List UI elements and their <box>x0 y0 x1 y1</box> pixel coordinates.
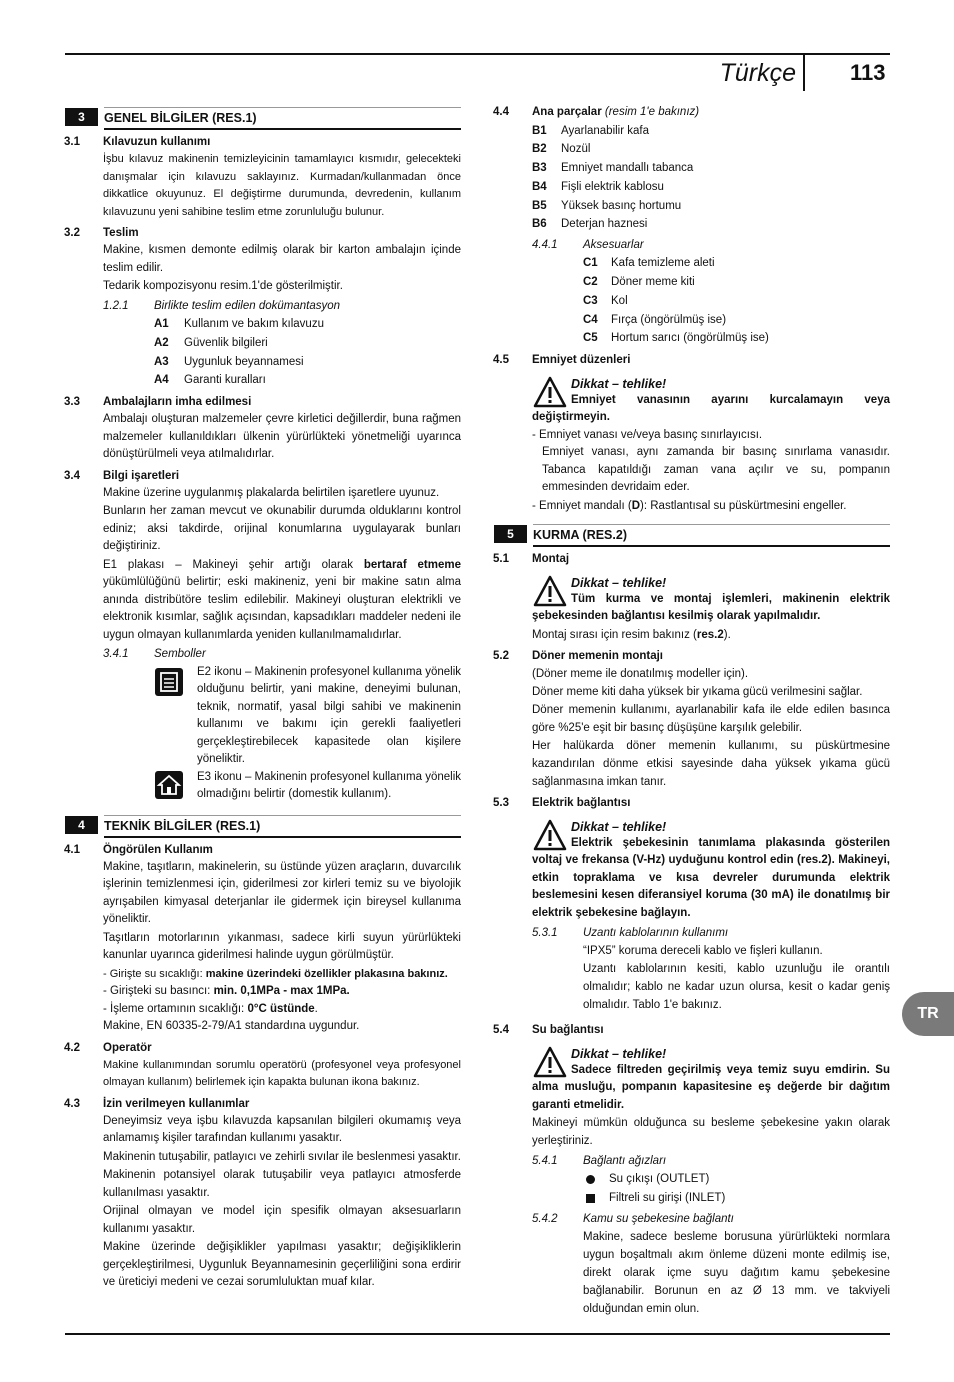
item-label: Kafa temizleme aleti <box>611 257 715 270</box>
subsection-heading <box>64 842 461 859</box>
subsubsection-heading <box>64 646 461 664</box>
item-code: B5 <box>532 199 547 212</box>
subsection-title: Ambalajların imha edilmesi <box>103 396 252 409</box>
item-code: C5 <box>583 332 598 345</box>
list-item <box>493 159 890 178</box>
list-item <box>64 371 461 390</box>
item-label: Emniyet mandallı tabanca <box>561 162 694 175</box>
top-rule <box>65 53 890 55</box>
subsection-title: Öngörülen Kullanım <box>103 843 213 856</box>
dash-item: - Emniyet mandalı (D): Rastlantısal su püskürtmesini engeller. <box>532 499 847 512</box>
text-run: Emniyet vanası ve/veya basınç sınırlayıcısı. <box>539 428 763 441</box>
list-item <box>493 329 890 348</box>
section-number: 3 <box>65 108 98 126</box>
text-run-bold: bertaraf etmeme <box>363 558 461 571</box>
paragraph: İşbu kılavuz makinenin temizleyicinin tamamlayıcı kısmıdır, gelecekteki danışmalar için kılavuzu saklayınız. Kurmadan/kullanmadan önce dikkatlice okuyunuz. El değiştirme durumunda, devredenin, kullanım kılavuzunu yeni sahibine teslim etme zorunluluğu bulunur. <box>103 153 461 218</box>
paragraph: Makine, kısmen demonte edilmiş olarak bir karton ambalajın içinde teslim edilir. <box>103 244 461 274</box>
item-label: Deterjan haznesi <box>561 218 648 231</box>
paragraph: Makine, sadece besleme borusuna yürürlükteki normlara uygun boşaltmalı akım önleme düzeni monte edilmiş ise, direkt olarak içme suyu dağıtım kamu şebekesine bağlanabilir. Borunun en az Ø 13 mm. ve takviyeli olduğundan emin olun. <box>583 1231 890 1316</box>
page-number: 113 <box>850 60 886 85</box>
item-code: B6 <box>532 218 547 231</box>
subsection-number: 5.1 <box>493 553 509 566</box>
text-run: ): Rastlantısal su püskürtmesini engeller. <box>640 499 847 512</box>
subsubsection-heading <box>493 236 890 254</box>
subsubsection-title: Semboller <box>154 648 206 661</box>
item-label: Ayarlanabilir kafa <box>561 124 650 137</box>
danger-warning <box>493 376 890 427</box>
paragraph: Döner memenin kullanımı, ayarlanabilir kafa ile elde edilen basınca göre %25'e eşit bir basınç düşüşüne karşılık gelebilir. <box>532 704 890 735</box>
paragraph: E2 ikonu – Makinenin profesyonel kullanıma yönelik olduğunu belirtir, yani makine, deneyimi bulunan, teknik, normatif, yasal bilgi sahibi ve makinenin kullanımı ve bakımı için gerekli faaliyetleri gerçekleştirebilecek kapasitede olan kişilere yöneliktir. <box>197 665 462 766</box>
paragraph: Orijinal olmayan ve model için spesifik olmayan aksesuarların kullanımı yasaktır. <box>103 1205 461 1235</box>
danger-warning <box>493 1046 890 1115</box>
page-language: Türkçe <box>719 59 796 87</box>
paragraph: Tedarik kompozisyonu resim.1'de gösterilmiştir. <box>103 280 343 292</box>
dash-item: - Girişteki su basıncı: min. 0,1MPa - max 1MPa. <box>103 985 350 998</box>
paragraph: Her halükarda döner memenin kullanımı, su püskürtmesine kazandırılan dönme etkisi sayesinde daha yüksek yıkama gücü sağlanmasına imkan tanır. <box>532 740 890 789</box>
danger-warning <box>493 819 890 923</box>
warning-title: Dikkat – tehlike! <box>571 376 667 391</box>
subsection-title: Bilgi işaretleri <box>103 469 180 482</box>
item-code: C2 <box>583 276 598 289</box>
subsection-title: Elektrik bağlantısı <box>532 797 631 810</box>
item-label: Fırça (öngörülmüş ise) <box>611 313 727 326</box>
list-item <box>493 254 890 273</box>
subsection-title: Kılavuzun kullanımı <box>103 136 211 148</box>
section-title: TEKNİK BİLGİLER (RES.1) <box>104 815 461 838</box>
paragraph: Ambalajı oluşturan malzemeler çevre kirletici değillerdir, buna rağmen malzemeler kullanıldıkları ülkenin yürürlükteki yönetmeliği uyarınca dönüştürülmeli veya atılmalıdırlar. <box>103 413 461 461</box>
paragraph: Makineyi mümkün olduğunca su besleme şebekesine yakın olarak yerleştiriniz. <box>532 1117 890 1148</box>
item-code: C3 <box>583 294 598 307</box>
text-run: Emniyet mandalı ( <box>539 499 632 512</box>
paragraph: “IPX5” koruma dereceli kablo ve fişleri kullanın. <box>583 945 823 958</box>
text-run-bold: D <box>631 499 641 512</box>
warning-triangle-icon <box>533 575 567 607</box>
subsubsection-number: 4.4.1 <box>532 239 558 252</box>
list-item <box>64 353 461 372</box>
subsection-title: Su bağlantısı <box>532 1024 604 1037</box>
right-column <box>493 104 890 1318</box>
subsubsection-title: Bağlantı ağızları <box>583 1155 667 1168</box>
list-item <box>493 273 890 292</box>
subsection-number: 4.3 <box>64 1097 80 1110</box>
warning-triangle-icon <box>533 819 567 851</box>
list-item <box>493 197 890 216</box>
paragraph: (Döner meme ile donatılmış modeller için). <box>532 668 749 681</box>
item-code: B1 <box>532 124 547 137</box>
list-item <box>493 178 890 197</box>
text-run: E1 plakası – Makineyi şehir artığı olarak <box>103 558 364 571</box>
subsubsection-title: Uzantı kablolarının kullanımı <box>583 927 729 940</box>
text-run: İşleme ortamının sıcaklığı: <box>110 1002 248 1015</box>
list-item <box>493 292 890 311</box>
subsection-heading <box>64 1096 461 1113</box>
subsection-title: Montaj <box>532 553 570 566</box>
subsection-heading <box>493 104 890 122</box>
list-item <box>64 334 461 353</box>
subsubsection-number: 5.3.1 <box>532 927 558 940</box>
subsection-heading <box>64 1040 461 1057</box>
section-title: GENEL BİLGİLER (RES.1) <box>104 107 461 130</box>
section-heading-3 <box>64 106 461 128</box>
subsection-heading <box>493 795 890 813</box>
dash-item: - Emniyet vanası ve/veya basınç sınırlayıcısı. <box>532 428 763 441</box>
item-code: A2 <box>154 336 169 349</box>
item-label: Güvenlik bilgileri <box>184 336 268 349</box>
subsection-number: 4.1 <box>64 843 80 856</box>
paragraph: Makine üzerine uygulanmış plakalarda belirtilen işaretlere uyunuz. <box>103 486 440 499</box>
warning-title: Dikkat – tehlike! <box>571 575 667 590</box>
paragraph: Uzantı kablolarının kesiti, kablo uzunluğu ile orantılı olmalıdır; kablo ne kadar uzun olursa, kesit o kadar geniş olmalıdır. Tablo 1'e bakınız. <box>583 963 890 1012</box>
text-run: Girişte su sıcaklığı: <box>109 967 206 980</box>
subsection-number: 5.3 <box>493 797 509 810</box>
section-heading-4 <box>64 814 461 836</box>
text-run-bold: res.2 <box>696 628 724 641</box>
paragraph <box>64 557 461 645</box>
text-run-bold: 0°C üstünde <box>247 1002 315 1015</box>
subsubsection-title: Kamu su şebekesine bağlantı <box>583 1213 734 1226</box>
text-run: yükümlülüğünü belirtir; eski makineniz, yeni bir makine satın alma anında distribütöre teslim edilebilir. Makineyi oluşturan elektrikli ve elektronik kısımlar, sağlık açısından, kapsadıkları maddeler nedeni ile uygun olmayan kullanımlarda yeniden kullanılmamalıdırlar. <box>103 576 461 641</box>
item-code: A3 <box>154 355 169 368</box>
paragraph: Makine üzerinde değişiklikler yapılması yasaktır; değişikliklerin gerçekleştirilmesi, Uygunluk Beyannamesinin geçerliliğini sona erdirir ve üreticiyi medeni ve cezai sorumluluktan muaf kılar. <box>103 1241 461 1289</box>
bottom-rule <box>65 1333 890 1335</box>
warning-title: Dikkat – tehlike! <box>571 1046 667 1061</box>
warning-text: Sadece filtreden geçirilmiş veya temiz suyu emdirin. Su alma musluğu, pompanın kapasitesine eş değerde bir dağıtım garanti etmelidir. <box>532 1063 890 1111</box>
language-side-tab: TR <box>902 992 954 1036</box>
symbol-e2-block <box>64 664 461 769</box>
subsubsection-title: Birlikte teslim edilen dokümantasyon <box>154 299 341 312</box>
subsubsection-number: 5.4.1 <box>532 1155 558 1168</box>
item-code: B2 <box>532 143 547 156</box>
list-item <box>493 140 890 159</box>
list-item <box>64 315 461 334</box>
item-label: Hortum sarıcı (öngörülmüş ise) <box>611 332 769 345</box>
dash-item: - Girişte su sıcaklığı: makine üzerindeki özellikler plakasına bakınız. <box>103 967 448 980</box>
item-label: Filtreli su girişi (INLET) <box>609 1192 726 1205</box>
subsection-title: İzin verilmeyen kullanımlar <box>103 1097 250 1110</box>
paragraph: Döner meme kiti daha yüksek bir yıkama gücü verilmesini sağlar. <box>532 686 863 699</box>
item-label: Döner meme kiti <box>611 276 695 289</box>
subsection-heading <box>493 551 890 569</box>
paragraph: Bunların her zaman mevcut ve okunabilir durumda olduklarını kontrol ediniz; aksi takdirde, orijinal konumlarına uygulayarak bunları değiştiriniz. <box>103 505 461 553</box>
list-item <box>493 311 890 330</box>
item-code: C1 <box>583 257 598 270</box>
inlet-square-icon <box>586 1194 595 1203</box>
subsection-title: Ana parçalar <box>532 106 602 118</box>
text-run: Girişteki su basıncı: <box>110 985 214 998</box>
subsection-number: 3.2 <box>64 227 80 239</box>
paragraph: Deneyimsiz veya işbu kılavuzda kapsanılan bilgileri okumamış veya anlamamış kişiler tarafından kullanımı yasaktır. <box>103 1114 461 1145</box>
list-item <box>493 1170 890 1189</box>
dash-item: - İşleme ortamının sıcaklığı: 0°C üstünde. <box>103 1002 318 1015</box>
subsection-number: 5.4 <box>493 1024 509 1037</box>
warning-text: Emniyet vanasının ayarını kurcalamayın veya değiştirmeyin. <box>532 393 890 424</box>
paragraph <box>493 626 890 644</box>
subsubsection-number: 3.4.1 <box>103 648 129 661</box>
list-item <box>493 122 890 141</box>
item-code: A4 <box>154 374 169 387</box>
paragraph: E3 ikonu – Makinenin profesyonel kullanıma yönelik olmadığını belirtir (domestik kullanım). <box>197 770 462 801</box>
subsection-number: 4.4 <box>493 106 509 118</box>
subsection-heading <box>493 648 890 666</box>
header-divider <box>803 55 805 91</box>
subsection-heading <box>64 394 461 411</box>
subsection-title: Döner memenin montajı <box>532 649 663 662</box>
item-code: B4 <box>532 180 547 193</box>
item-label: Yüksek basınç hortumu <box>561 199 682 212</box>
paragraph: Makinenin tutuşabilir, patlayıcı ve zehirli sıvılar ile beslenmesi yasaktır. <box>103 1150 461 1163</box>
warning-text: Tüm kurma ve montaj işlemleri, makinenin elektrik şebekesinden bağlantısı kesilmiş olarak yapılmalıdır. <box>532 592 890 623</box>
subsection-heading <box>64 225 461 242</box>
left-column <box>64 104 461 1293</box>
warning-title: Dikkat – tehlike! <box>571 819 667 834</box>
subsubsection-heading <box>493 924 890 942</box>
section-number: 4 <box>65 816 98 834</box>
list-item <box>493 1189 890 1208</box>
subsection-heading <box>493 352 890 370</box>
paragraph: Taşıtların motorlarının yıkanması, sadece kirli suyun yürürlükteki kanunlar uyarınca giderilmesi halinde uygun görülmüştür. <box>103 931 461 962</box>
subsubsection-number: 5.4.2 <box>532 1213 558 1226</box>
item-label: Fişli elektrik kablosu <box>561 180 664 193</box>
paragraph: Makine, taşıtların, makinelerin, su üstünde yüzen araçların, duvarcılık işlerinin temizlenmesi için, giderilmesi zor kirleri temiz su ve biyolojik ayrışabilen kimyasal deterjanlar ile gidermek için bireysel kullanıma yöneliktir. <box>103 860 461 926</box>
outlet-circle-icon <box>586 1175 595 1184</box>
item-code: A1 <box>154 318 169 330</box>
subsection-number: 3.4 <box>64 469 80 482</box>
item-code: B3 <box>532 162 547 175</box>
section-title: KURMA (RES.2) <box>533 524 890 547</box>
text-run-bold: makine üzerindeki özellikler plakasına bakınız. <box>205 967 448 980</box>
warning-text: Elektrik şebekesinin tanımlama plakasında gösterilen voltaj ve frekansa (V-Hz) uyduğunu kontrol edin (res.2). Makineyi, etkin topraklama ve kısa devreler durumunda elektrik beslemesini kesen diferansiyel koruma (30 mA) ile donatılmış bir elektrik şebekesine bağlayın. <box>532 836 890 919</box>
item-label: Kol <box>611 294 628 307</box>
item-label: Garanti kuralları <box>184 374 266 387</box>
subsection-number: 4.5 <box>493 354 509 367</box>
item-label: Nozül <box>561 143 591 156</box>
item-label: Kullanım ve bakım kılavuzu <box>184 318 324 330</box>
subsubsection-title: Aksesuarlar <box>583 239 644 252</box>
subsection-heading <box>64 468 461 485</box>
list-item <box>493 215 890 234</box>
paragraph: Makine, EN 60335-2-79/A1 standardına uygundur. <box>103 1020 360 1033</box>
subsection-title: Emniyet düzenleri <box>532 354 631 367</box>
text-run: ). <box>723 628 731 641</box>
subsection-title: Teslim <box>103 227 139 239</box>
subsection-number: 5.2 <box>493 649 509 662</box>
subsection-note: (resim 1'e bakınız) <box>601 106 700 118</box>
text-run: Montaj sırası için resim bakınız ( <box>532 628 697 641</box>
paragraph: Makine kullanımından sorumlu operatörü (profesyonel veya profesyonel olmayan kullanım) belirlemek için kapakta bulunan ikona bakınız. <box>103 1058 461 1089</box>
subsection-number: 3.3 <box>64 396 80 409</box>
warning-triangle-icon <box>533 376 567 408</box>
subsubsection-heading <box>64 298 461 316</box>
text-run-bold: min. 0,1MPa - max 1MPa. <box>213 985 350 998</box>
warning-triangle-icon <box>533 1046 567 1078</box>
subsection-heading <box>64 134 461 151</box>
subsection-number: 4.2 <box>64 1041 80 1054</box>
section-number: 5 <box>494 525 527 543</box>
item-label: Su çıkışı (OUTLET) <box>609 1173 710 1186</box>
symbol-e3-block <box>64 769 461 804</box>
subsubsection-heading <box>493 1210 890 1228</box>
item-label: Uygunluk beyannamesi <box>184 355 304 368</box>
item-code: C4 <box>583 313 598 326</box>
subsection-heading <box>493 1022 890 1040</box>
subsubsection-number: 1.2.1 <box>103 299 129 312</box>
subsection-title: Operatör <box>103 1041 152 1054</box>
paragraph: Emniyet vanası, aynı zamanda bir basınç sınırlama vanasıdır. Tabanca kapatıldığı zaman vana açılır ve su, pompanın emmesinden devridaim eder. <box>542 446 890 494</box>
danger-warning <box>493 575 890 626</box>
subsection-number: 3.1 <box>64 136 80 148</box>
subsubsection-heading <box>493 1152 890 1170</box>
paragraph: Makinenin potansiyel olarak tutuşabilir veya patlayıcı atmosferde kullanılması yasaktır. <box>103 1169 461 1199</box>
section-heading-5 <box>493 523 890 545</box>
